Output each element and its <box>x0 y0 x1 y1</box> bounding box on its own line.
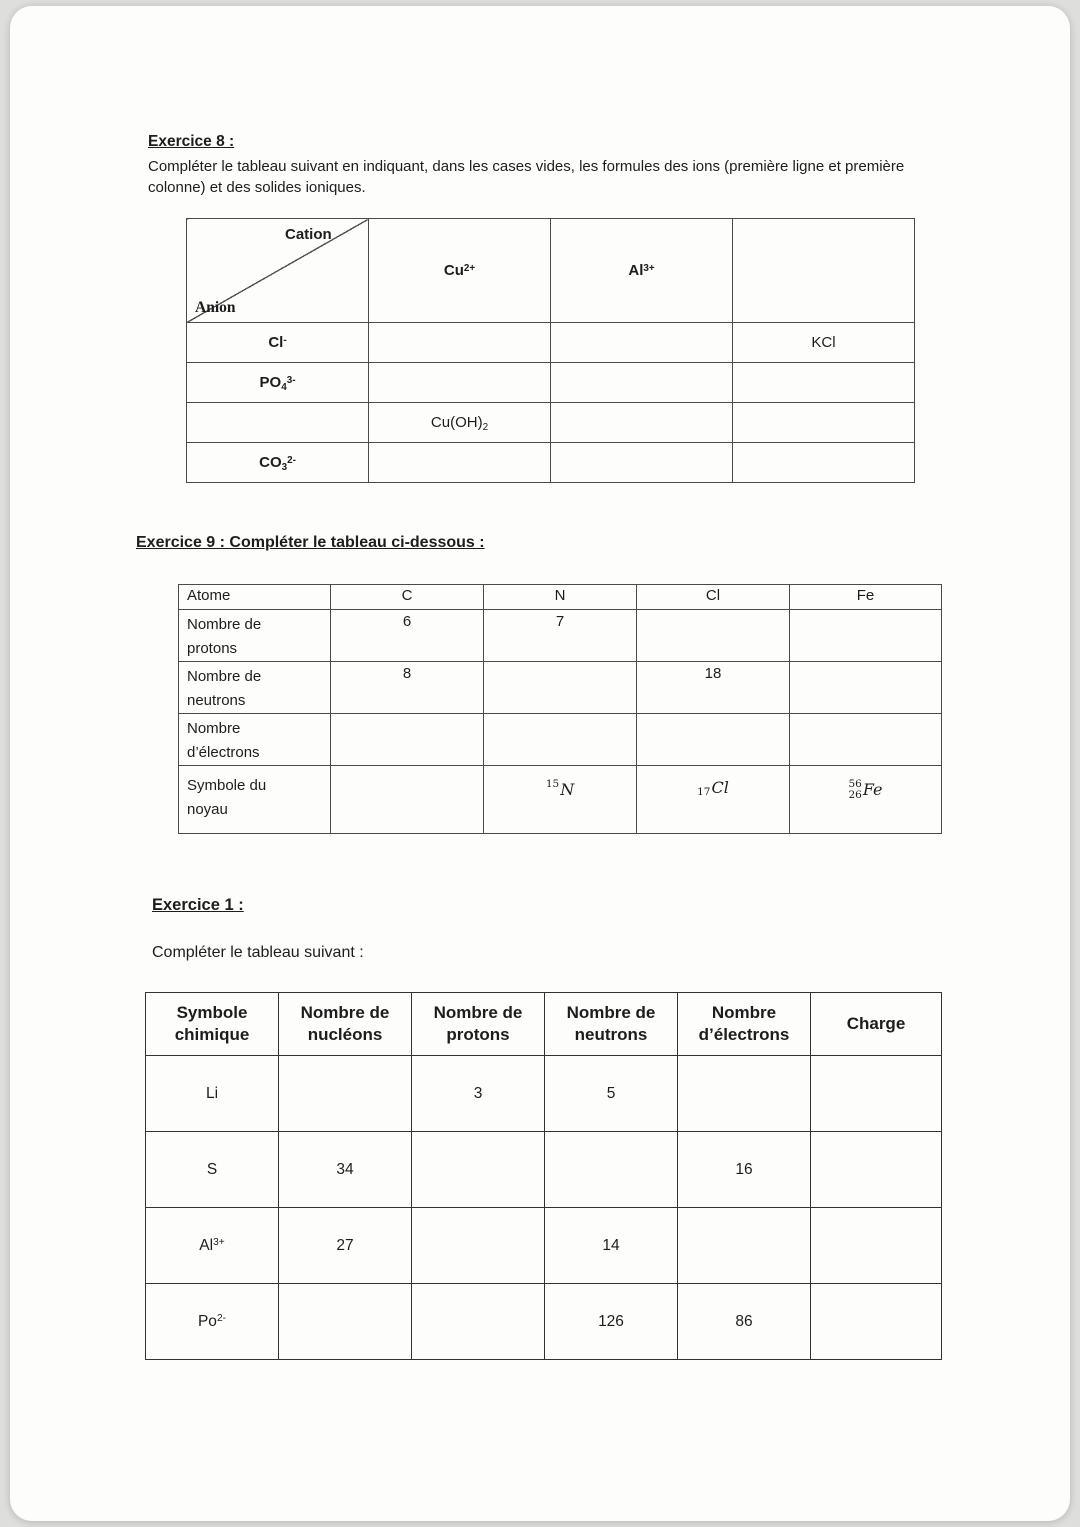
ex9-row-symbol <box>179 766 942 834</box>
ex1-value-cell <box>811 1208 942 1284</box>
anion-label: Anion <box>195 299 236 316</box>
ex9-value-cell <box>790 610 942 662</box>
ex8-header-row <box>187 219 915 323</box>
ex1-col-nucleons: Nombre de nucléons <box>279 993 412 1056</box>
ex8-cell <box>369 323 551 363</box>
ex1-value-cell <box>412 1208 545 1284</box>
anion-formula: $CO_3^{2-}$ <box>259 454 296 473</box>
ex9-row-label: Symbole du noyau <box>179 766 331 834</box>
element-symbol: Li <box>205 1084 219 1102</box>
ex8-row-po4 <box>187 363 915 403</box>
ex1-value-cell <box>811 1132 942 1208</box>
ex8-diagonal-header-cell <box>187 219 369 323</box>
ex8-cell <box>369 403 551 443</box>
ex1-col-neutrons: Nombre de neutrons <box>545 993 678 1056</box>
ex8-cell <box>733 403 915 443</box>
ex9-col-c: C <box>331 585 484 610</box>
ex1-header-row <box>146 993 942 1056</box>
element-symbol: $Al^{3+}$ <box>199 1236 225 1254</box>
ex9-value-cell <box>790 662 942 714</box>
exercise9-title: Exercice 9 : Compléter le tableau ci-dessous : <box>136 534 485 551</box>
exercise1-table <box>145 992 942 1360</box>
ex8-row-label <box>187 323 369 363</box>
cation-label: Cation <box>285 226 332 243</box>
ex9-row-protons <box>179 610 942 662</box>
ex1-col-electrons: Nombre d’électrons <box>678 993 811 1056</box>
ex1-col-protons: Nombre de protons <box>412 993 545 1056</box>
ex1-value-cell <box>412 1132 545 1208</box>
ex1-value-cell <box>678 1056 811 1132</box>
ex9-header-row <box>179 585 942 610</box>
ex8-row-label <box>187 403 369 443</box>
ex1-row-al <box>146 1208 942 1284</box>
ex9-col-cl: Cl <box>637 585 790 610</box>
ex9-col-n: N <box>484 585 637 610</box>
ex1-value-cell: 34 <box>279 1132 412 1208</box>
element-symbol: S <box>206 1160 218 1178</box>
ex8-col-header-al <box>551 219 733 323</box>
ex9-value-cell <box>637 714 790 766</box>
ex9-row-neutrons <box>179 662 942 714</box>
ex9-value-cell: 6 <box>331 610 484 662</box>
ex8-cell <box>551 403 733 443</box>
ex9-nuclide-cell <box>637 766 790 834</box>
ex1-value-cell <box>811 1284 942 1360</box>
ex1-value-cell <box>678 1208 811 1284</box>
cation-formula: $Al^{3+}$ <box>628 262 655 279</box>
ex9-value-cell <box>790 714 942 766</box>
ex1-symbol-cell <box>146 1056 279 1132</box>
ex8-cell <box>369 363 551 403</box>
ex1-symbol-cell <box>146 1284 279 1360</box>
ex9-value-cell: 7 <box>484 610 637 662</box>
ex1-value-cell: 3 <box>412 1056 545 1132</box>
ionic-solid-formula: $Cu(OH)_2$ <box>430 414 489 433</box>
ionic-solid-formula: KCl <box>811 334 836 351</box>
ex8-cell <box>733 443 915 483</box>
ex8-col-header-cu <box>369 219 551 323</box>
ex9-value-cell <box>331 714 484 766</box>
ex1-value-cell: 126 <box>545 1284 678 1360</box>
ex1-value-cell <box>412 1284 545 1360</box>
ex9-nuclide-cell <box>790 766 942 834</box>
exercise8-table <box>186 218 915 483</box>
ex9-value-cell <box>484 662 637 714</box>
ex9-col-fe: Fe <box>790 585 942 610</box>
ex8-cell <box>551 363 733 403</box>
ex9-row-electrons <box>179 714 942 766</box>
ex8-col-header-empty <box>733 219 915 323</box>
ex1-symbol-cell <box>146 1208 279 1284</box>
ex8-cell <box>551 443 733 483</box>
ex1-row-po <box>146 1284 942 1360</box>
ex9-nuclide-cell <box>484 766 637 834</box>
ex9-row-label: Nombre de neutrons <box>179 662 331 714</box>
cation-formula: $Cu^{2+}$ <box>443 262 476 279</box>
exercise1-subtitle: Compléter le tableau suivant : <box>152 944 364 961</box>
ex1-value-cell: 86 <box>678 1284 811 1360</box>
nuclide-symbol: 56 26 Fe <box>848 778 883 801</box>
ex9-value-cell: 8 <box>331 662 484 714</box>
ex9-atom-label: Atome <box>179 585 331 610</box>
ex8-cell <box>733 323 915 363</box>
ex1-value-cell: 16 <box>678 1132 811 1208</box>
ex1-col-symbol: Symbole chimique <box>146 993 279 1056</box>
ex1-value-cell: 27 <box>279 1208 412 1284</box>
ex1-col-charge: Charge <box>811 993 942 1056</box>
ex1-value-cell <box>279 1056 412 1132</box>
ex8-row-label <box>187 363 369 403</box>
anion-formula: Cl- <box>268 334 287 351</box>
anion-formula: $PO_4^{3-}$ <box>259 374 296 393</box>
ex9-nuclide-cell <box>331 766 484 834</box>
ex1-row-li <box>146 1056 942 1132</box>
ex8-cell <box>733 363 915 403</box>
ex9-row-label: Nombre d’électrons <box>179 714 331 766</box>
exercise1-title: Exercice 1 : <box>152 896 244 914</box>
ex9-value-cell: 18 <box>637 662 790 714</box>
nuclide-symbol: 17 Cl <box>697 777 729 798</box>
exercise8-title: Exercice 8 : <box>148 133 235 150</box>
ex1-value-cell <box>545 1132 678 1208</box>
ex8-cell <box>551 323 733 363</box>
ex8-row-co3 <box>187 443 915 483</box>
exercise8-description: Compléter le tableau suivant en indiquant, dans les cases vides, les formules des ions (première ligne et première colonne) et des solides ioniques. <box>148 158 905 196</box>
ex1-value-cell <box>279 1284 412 1360</box>
ex1-symbol-cell <box>146 1132 279 1208</box>
ex8-row-cl <box>187 323 915 363</box>
ex1-value-cell: 14 <box>545 1208 678 1284</box>
ex8-cell <box>369 443 551 483</box>
ex8-row-hydroxide <box>187 403 915 443</box>
ex8-row-label <box>187 443 369 483</box>
ex1-value-cell: 5 <box>545 1056 678 1132</box>
ex9-value-cell <box>484 714 637 766</box>
nuclide-symbol: 15 N <box>545 778 575 799</box>
ex9-value-cell <box>637 610 790 662</box>
exercise9-table <box>178 584 942 834</box>
ex1-row-s <box>146 1132 942 1208</box>
element-symbol: $Po^{2-}$ <box>197 1312 227 1330</box>
ex9-row-label: Nombre de protons <box>179 610 331 662</box>
ex1-value-cell <box>811 1056 942 1132</box>
